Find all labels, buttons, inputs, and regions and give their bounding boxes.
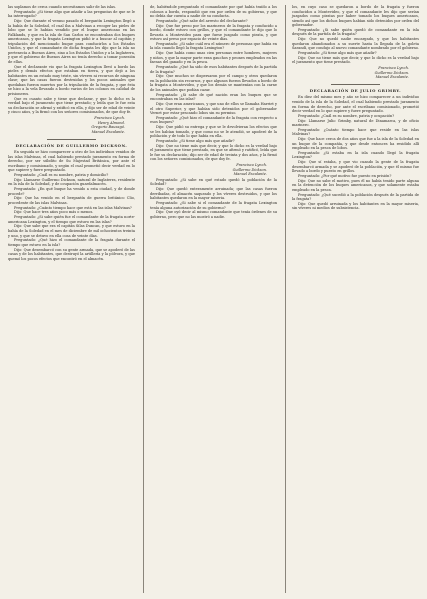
paragraph: Dijo: Que pidió su entrega y que se le devolvieran los efectos que se les habían tomado, y que como no se le atendió, se apoderó de la población y de todo lo que había en ella. bbox=[150, 125, 277, 139]
paragraph: Preguntado: ¿Qué sucedió a la población después de la partida de la fragata? bbox=[292, 192, 419, 202]
paragraph: Dijo: Que fue preso por los marineros de la fragata y conducido a bordo, donde estuvo con grillos, y que el comandante le dijo que lo llevaría a Montevideo para que fuese juzgado como pirata, y que estuvo así preso por espacio de veinte días. bbox=[150, 23, 277, 42]
paragraph: Preguntado: ¿Qué hizo el comandante de la fragata durante el tiempo que estuvo en la isla? bbox=[8, 238, 135, 247]
section-heading: DECLARACIÓN DE GUILLERMO DICKSON. bbox=[15, 142, 128, 148]
paragraph: En seguida se hizo comparecer a otro de los individuos venidos de las islas Malvinas, el cual habiendo prestado juramento en forma de derecho, por ser súbdito de Su Majestad Británica, por ante el escribano y comisionado, y según el cual prometió decir verdad en lo que supiere y fuere preguntado. bbox=[8, 150, 135, 173]
paragraph: Preguntado: ¿Si sabe cuál era el número de personas que había en la isla cuando llegó la fragata Lexington? bbox=[150, 41, 277, 51]
paragraph: Preguntado: ¿Qué ha sido de esos habitantes después de la partida de la fragata? bbox=[150, 65, 277, 74]
paragraph: Dijo: Que quedó enteramente arruinada; que las casas fueron derribadas, el almacén saqueado y los víveres destruidos, y que los habitantes quedaron en la mayor miseria. bbox=[150, 187, 277, 201]
signatory-name: Francisco Lynch. bbox=[236, 162, 267, 167]
signature-block bbox=[292, 66, 419, 80]
paragraph: Dijo: Que eran americanos, y que uno de ellos se llamaba Harriet y el otro Superior, y que habían sido detenidos por el gobernador Vernet por estar pescando lobos sin su permiso. bbox=[150, 101, 277, 116]
paragraph: Dijo: Que no sabe el motivo, pues él no había tenido parte alguna en la detención de los buques americanos, y que solamente estaba empleado en la pesca. bbox=[292, 178, 419, 192]
signatory-name: Gregorio Bauzagó. bbox=[91, 125, 125, 130]
paragraph: Preguntado: ¿Si sabe quién fue el comandante de la fragata norte-americana Lexington, y el tiempo que estuvo en las islas? bbox=[8, 215, 135, 224]
signatory-name: Francisco Lynch. bbox=[94, 115, 125, 120]
paragraph: Preguntado: ¿Por qué motivo fue puesto en prisión? bbox=[298, 174, 392, 179]
paragraph: Dijo: Que no quedó nadie encargado, y que los habitantes quedaron abandonados a su suerte hasta la llegada de la goleta Sarandí, que condujo al nuevo comandante nombrado por el gobierno. bbox=[292, 37, 419, 51]
paragraph: Preguntado: ¿Cuál es su nombre, patria y ocupación? bbox=[298, 113, 395, 118]
paragraph: Dijo: Que había como unas cien personas entre hombres, mujeres y niños, y que la mayor parte eran gauchos y peones empleados en las faenas del ganado y en la pesca. bbox=[150, 51, 277, 65]
paragraph: Dijo: Que quedó arruinada y los habitantes en la mayor miseria, sin víveres ni medios de subsistencia. bbox=[292, 201, 419, 211]
signatory-name: Francisco Lynch. bbox=[378, 65, 409, 70]
paragraph: Que el declarante vio que la fragata Lexington llevó a bordo las pieles y demás efectos que estaban en tierra, y que dejó a los habitantes en un estado muy triste, sin víveres ni recursos de ninguna clase; que las casas fueron destruidas y los pocos animales que quedaban fueron muertos por la tripulación de la fragata, y que ésta se hizo a la vela llevando a bordo varios de los colonos en calidad de prisioneros. bbox=[8, 64, 135, 96]
column-2 bbox=[143, 5, 277, 593]
signatory-name: Manuel Escalante. bbox=[375, 75, 409, 80]
paragraph: Dijo: Que sí estaba, y que vio cuando la gente de la fragata desembarcó armada y se apoderó de la población, y que él mismo fue llevado a bordo y puesto en grillos. bbox=[292, 160, 419, 174]
paragraph: Preguntado: ¿Cuál es su nombre, patria y domicilio? bbox=[14, 173, 109, 178]
paragraph: de, habiéndole preguntado el comandante por qué había traído a los colonos a bordo, respondió que era por orden de su gobierno, y que no debía dar cuenta a nadie de su conducta. bbox=[150, 5, 277, 19]
section-divider bbox=[331, 84, 379, 85]
column-3 bbox=[285, 5, 419, 593]
paragraph: Dijo: Que ha venido en el bergantín de guerra británico Clio, procedente de las islas Malvinas. bbox=[8, 196, 135, 205]
paragraph: Preguntado: ¿Cuánto tiempo hace que está en las islas Malvinas? bbox=[14, 205, 132, 210]
signatory-name: Manuel Escalante. bbox=[233, 172, 267, 177]
signatory-name: Henry Almond. bbox=[97, 120, 125, 125]
paragraph: Que es cuanto sabe y tiene que declarar, y que lo dicho es la verdad bajo el juramento que tiene prestado; y leída que le fue esta su declaración se afirmó y ratificó en ella, y dijo ser de edad de veinte y cinco años, y la firmó con los señores comisionados, de que doy fe. bbox=[8, 96, 135, 115]
paragraph: Preguntado: ¿Cuánto tiempo hace que reside en las islas Malvinas? bbox=[292, 127, 419, 137]
paragraph: Preguntado: ¿Qué hizo el comandante de la fragata con respecto a esos buques? bbox=[150, 115, 277, 125]
paragraph: Dijo: Que hace cerca de dos años que fue a la isla de la Soledad en un buque de la compañía, y que desde entonces ha residido allí empleado en la pesca de lobos. bbox=[292, 137, 419, 151]
paragraph: Preguntado: ¿En qué buque ha venido a esta ciudad, y de donde procede? bbox=[8, 187, 135, 196]
paragraph: En diez del mismo mes y año se hizo comparecer a un individuo venido de la isla de la Soledad, el cual habiendo prestado juramento en forma de derecho, por ante el escribano comisionado, prometió decir verdad en lo que supiere y fuere preguntado. bbox=[292, 95, 419, 114]
paragraph: Preguntado: ¿Si sabe si el comandante de la fragata Lexington tenía alguna autorización de su gobierno? bbox=[150, 200, 277, 210]
paragraph: Preguntado: ¿Si sabe de qué nación eran los buques que se encontraban en las islas? bbox=[150, 92, 277, 102]
paragraph: Dijo: Que sabe que era el capitán Silas Duncan, y que estuvo en la bahía de la Soledad en el mes de diciembre de mil ochocientos treinta y uno, y que se detuvo en ella cosa de veinte días. bbox=[8, 224, 135, 238]
paragraph: Preguntado: ¿Si estaba en la isla cuando llegó la fragata Lexington? bbox=[292, 150, 419, 160]
signatory-name: Guillermo Dickson. bbox=[374, 70, 409, 75]
signature-block bbox=[8, 116, 135, 135]
paragraph: Dijo: Que desembarcó con su gente armada, que se apoderó de las casas y de los habitantes, que destruyó la artillería y la pólvora, y que quemó los pocos efectos que encontró en el almacén. bbox=[8, 247, 135, 261]
signatory-name: Manuel Escalante. bbox=[91, 130, 125, 135]
column-1 bbox=[8, 5, 135, 593]
section-heading: DECLARACIÓN DE JULIO GRIMBY. bbox=[309, 87, 402, 93]
paragraph: Dijo: Que muchos se dispersaron por el campo y otros quedaron en la población sin recursos, y que algunos fueron llevados a bordo de la fragata a Montevideo, y que los demás se mantenían con la carne de los animales que podían cazar. bbox=[150, 74, 277, 92]
paragraph: Dijo: Que no tiene más que decir, y que lo dicho es la verdad bajo el juramento que tiene prestado. bbox=[292, 55, 419, 65]
section-divider bbox=[47, 139, 95, 140]
paragraph: Preguntado: ¿Si tiene algo que añadir a las preguntas de que se le ha interrogado? bbox=[8, 9, 135, 19]
paragraph: Preguntado: ¿Si tiene algo más que añadir? bbox=[298, 51, 377, 56]
paragraph: Preguntado: ¿Si sabe quién quedó de comandante en la isla después de la partida de la fragata? bbox=[292, 27, 419, 37]
signatory-name: Guillermo Dickson. bbox=[232, 167, 267, 172]
paragraph: Preguntado: ¿Qué sabe del arresto del declarante? bbox=[156, 18, 248, 23]
signature-block bbox=[150, 163, 277, 177]
paragraph: los, en cuyo caso se quedaron a bordo de la fragata y fueron conducidos a Montevideo, y que el comandante les dijo que serían juzgados como piratas por haber tomado los buques americanos, siendo así que los dichos buques habían sido detenidos por orden del gobernador. bbox=[292, 5, 419, 28]
paragraph: Dijo: Que durante el verano pasado el bergantín Lexington llegó a la bahía de la Soledad, el cual iba a Malvinas a recoger las pieles de lobo que se le habían vendido por el buque americano en las Falklands, y que en la isla de San Carlos se encontraban dos buques americanos, y que la fragata Lexington pidió ir a buscar al capitán y tripulación del mencionado buque para conducirlos a los Estados Unidos, y que el comandante de dicha fragata les dijo que la isla no pertenecía a Buenos Aires, sino a los Estados Unidos y a la Inglaterra, y que el gobierno de Buenos Aires no tenía derecho a tomar posesión de ellas. bbox=[8, 19, 135, 64]
paragraph: Dijo: Que oyó decir al mismo comandante que tenía órdenes de su gobierno, pero que no las mostró a nadie. bbox=[150, 210, 277, 219]
paragraph: Preguntado: ¿Si tiene algo más que añadir? bbox=[156, 138, 235, 143]
paragraph: Dijo: Que hace tres años poco más o menos. bbox=[14, 210, 94, 215]
paragraph: Dijo: Llamarse Julio Grimby, natural de Dinamarca, y de oficio marinero. bbox=[292, 118, 419, 128]
paragraph: Dijo: Que no tiene más que decir, y que lo dicho es la verdad bajo el juramento que tiene prestado, en que se afirmó y ratificó, leída que le fue su declaración; dijo ser de edad de treinta y dos años, y la firmó con los señores comisionados, de que doy fe. bbox=[150, 143, 277, 162]
paragraph: las soplamos de cerca cuando necesitamos salir de las islas. bbox=[8, 5, 117, 9]
paragraph: Preguntado: ¿Si sabe en qué estado quedó la población de la Soledad? bbox=[150, 177, 277, 187]
paragraph: Dijo: Llamarse Guillermo Dickson, natural de Inglaterra, residente en la isla de la Soledad, y de ocupación guardalmacén. bbox=[8, 177, 135, 187]
